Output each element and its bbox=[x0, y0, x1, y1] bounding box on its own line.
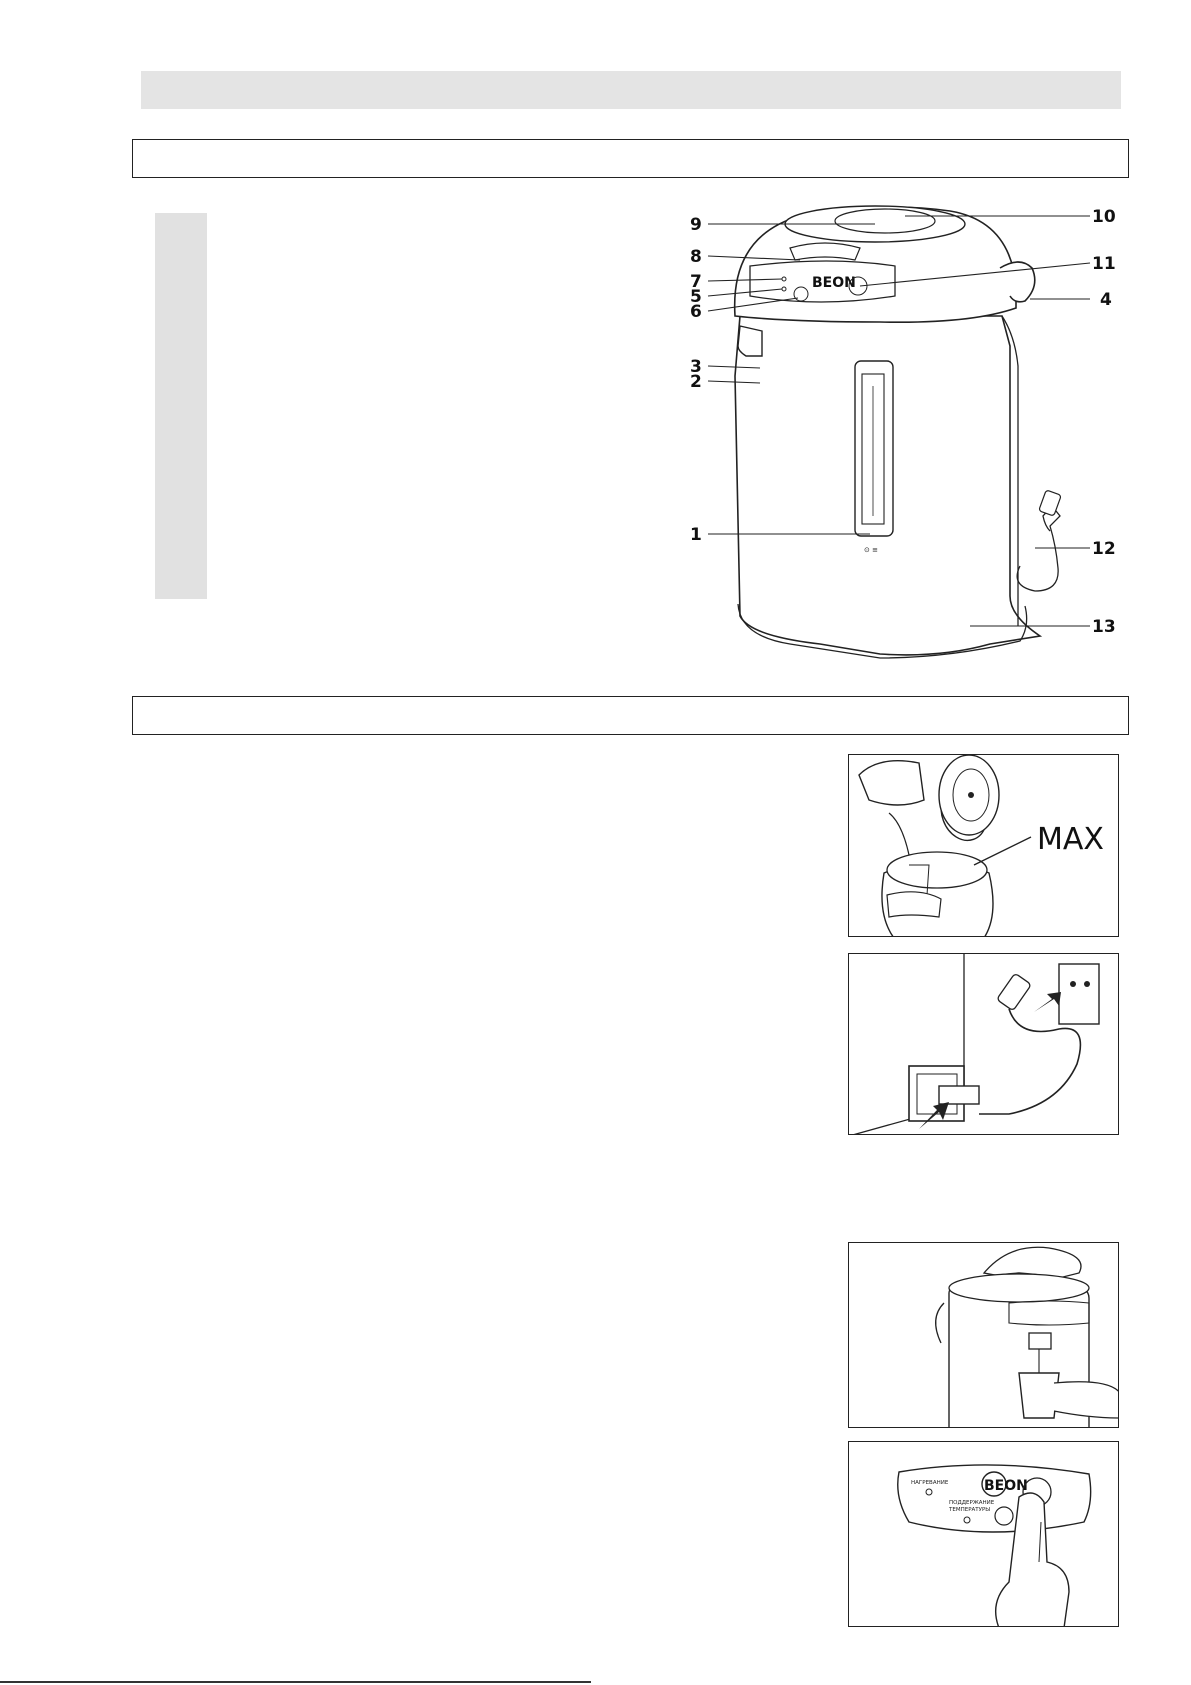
callout-11: 11 bbox=[1092, 254, 1116, 274]
section-header-box-description bbox=[132, 139, 1129, 178]
thermopot-diagram bbox=[680, 196, 1140, 676]
callout-13: 13 bbox=[1092, 617, 1116, 637]
side-tab-band bbox=[155, 213, 207, 599]
illustration-plug-in bbox=[848, 953, 1119, 1135]
section-header-box-usage bbox=[132, 696, 1129, 735]
callout-5: 5 bbox=[690, 287, 702, 307]
panel-label-heating: НАГРЕВАНИЕ bbox=[911, 1480, 949, 1486]
callout-4: 4 bbox=[1100, 290, 1112, 310]
callout-10: 10 bbox=[1092, 207, 1116, 227]
callout-12: 12 bbox=[1092, 539, 1116, 559]
callout-1: 1 bbox=[690, 525, 702, 545]
callout-2: 2 bbox=[690, 372, 702, 392]
panel-label-keep-warm-1: ПОДДЕРЖАНИЕ bbox=[949, 1500, 995, 1506]
callout-3: 3 bbox=[690, 357, 702, 377]
panel-label-keep-warm-2: ТЕМПЕРАТУРЫ bbox=[949, 1507, 991, 1513]
callout-7: 7 bbox=[690, 272, 702, 292]
panel-brand-logo: BEON bbox=[984, 1478, 1028, 1494]
callout-9: 9 bbox=[690, 215, 702, 235]
callout-6: 6 bbox=[690, 302, 702, 322]
svg-text:⊙ ≡: ⊙ ≡ bbox=[864, 546, 878, 554]
header-band bbox=[141, 71, 1121, 109]
illustration-control-panel bbox=[848, 1441, 1119, 1627]
diagram-brand-logo: BEON bbox=[812, 275, 856, 291]
max-level-label: MAX bbox=[1037, 822, 1104, 857]
illustration-fill-water bbox=[848, 754, 1119, 937]
illustration-dispense bbox=[848, 1242, 1119, 1428]
callout-8: 8 bbox=[690, 247, 702, 267]
footer-rule bbox=[0, 1681, 591, 1683]
